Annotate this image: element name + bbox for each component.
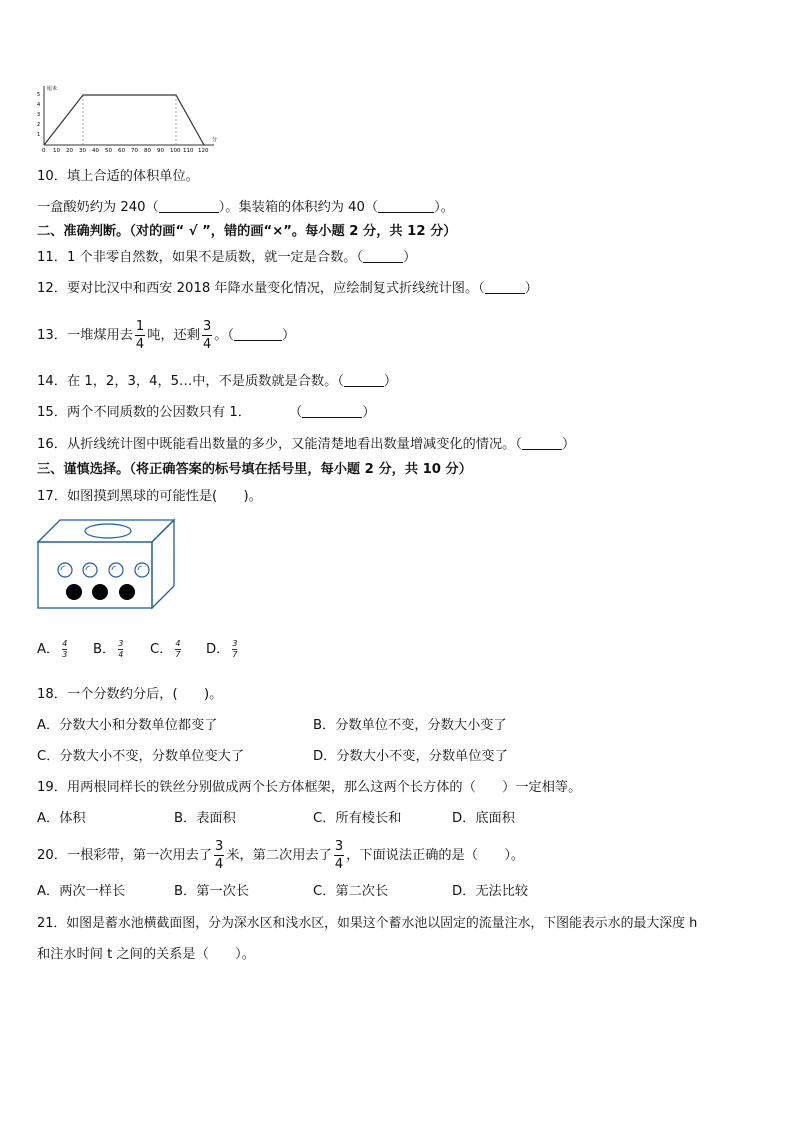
question-18: 18．一个分数约分后，( )。 <box>37 687 223 702</box>
x-tick: 70 <box>131 148 138 154</box>
x-tick: 0 <box>42 148 46 154</box>
question-10-fill: 一盒酸奶约为 240（ ）。集装箱的体积约为 40（ ）。 <box>37 200 454 215</box>
section-3-title: 三、谨慎选择。（将正确答案的标号填在括号里，每小题 2 分，共 10 分） <box>37 462 472 477</box>
option-b[interactable]: B．第一次长 <box>174 884 249 899</box>
answer-blank[interactable] <box>485 280 525 294</box>
x-tick: 40 <box>92 148 99 154</box>
question-13: 13．一堆煤用去 $\frac{1}{4}$ 吨，还剩 $\frac{3}{4}$ 。（ ） <box>37 318 296 352</box>
x-tick: 20 <box>66 148 73 154</box>
question-12: 12．要对比汉中和西安 2018 年降水量变化情况，应绘制复式折线统计图。（ ） <box>37 281 538 296</box>
answer-blank[interactable] <box>302 404 362 418</box>
y-tick: 2 <box>37 122 41 128</box>
answer-blank[interactable] <box>234 327 282 341</box>
option-d[interactable]: D．分数大小不变，分数单位变了 <box>313 749 508 764</box>
section-2-title: 二、准确判断。（对的画“ √ ”，错的画“×”。每小题 2 分，共 12 分） <box>37 224 457 239</box>
x-axis-label: 分 <box>212 137 218 143</box>
answer-blank[interactable] <box>344 373 384 387</box>
x-tick: 90 <box>157 148 164 154</box>
answer-blank[interactable] <box>378 199 434 213</box>
option-b[interactable]: B．表面积 <box>174 811 236 826</box>
white-balls <box>58 563 149 577</box>
option-c[interactable]: C．分数大小不变，分数单位变大了 <box>37 749 245 764</box>
question-11: 11．1 个非零自然数，如果不是质数，就一定是合数。（ ） <box>37 250 417 265</box>
option-a[interactable]: A．两次一样长 <box>37 884 126 899</box>
fraction: $\frac{3}{4}$ <box>215 838 224 872</box>
y-axis-label: 厘米 <box>47 86 58 92</box>
question-21-line-2: 和注水时间 t 之间的关系是（ ）。 <box>37 947 255 962</box>
answer-blank[interactable] <box>363 249 403 263</box>
x-tick: 50 <box>105 148 112 154</box>
question-16: 16．从折线统计图中既能看出数量的多少，又能清楚地看出数量增减变化的情况。（ ） <box>37 437 576 452</box>
option-b[interactable]: B．分数单位不变，分数大小变了 <box>313 718 507 733</box>
question-15: 15．两个不同质数的公因数只有 1． （ ） <box>37 405 376 420</box>
option-a[interactable]: A．分数大小和分数单位都变了 <box>37 718 218 733</box>
question-20: 20．一根彩带，第一次用去了 $\frac{3}{4}$ 米，第二次用去了 $\frac{3}{4}$ ，下面说法正确的是（ ）。 <box>37 838 525 872</box>
x-tick: 120 <box>198 148 209 154</box>
x-tick: 110 <box>183 148 194 154</box>
y-tick: 3 <box>37 112 41 118</box>
option-b[interactable]: B． $\frac{3}{4}$ <box>93 638 124 659</box>
y-tick: 1 <box>37 132 41 138</box>
option-a[interactable]: A． $\frac{4}{3}$ <box>37 638 68 659</box>
option-d[interactable]: D．无法比较 <box>452 884 529 899</box>
x-tick: 80 <box>144 148 151 154</box>
y-tick: 5 <box>37 92 41 98</box>
option-d[interactable]: D．底面积 <box>452 811 515 826</box>
option-d[interactable]: D． $\frac{3}{7}$ <box>206 638 238 659</box>
y-tick: 4 <box>37 102 41 108</box>
option-c[interactable]: C．所有棱长和 <box>313 811 402 826</box>
x-tick: 100 <box>170 148 181 154</box>
x-tick: 60 <box>118 148 125 154</box>
x-tick: 30 <box>79 148 86 154</box>
x-tick: 10 <box>53 148 60 154</box>
depth-time-graph <box>36 82 222 154</box>
answer-blank[interactable] <box>159 199 219 213</box>
fraction: $\frac{3}{4}$ <box>202 318 212 352</box>
option-a[interactable]: A．体积 <box>37 811 86 826</box>
fraction: $\frac{3}{4}$ <box>334 838 344 872</box>
answer-blank[interactable] <box>522 436 562 450</box>
black-balls <box>66 584 135 600</box>
question-17: 17．如图摸到黑球的可能性是( )。 <box>37 489 262 504</box>
option-c[interactable]: C． $\frac{4}{7}$ <box>150 638 181 659</box>
question-10: 10．填上合适的体积单位。 <box>37 169 199 184</box>
fraction: $\frac{1}{4}$ <box>135 318 145 352</box>
question-19: 19．用两根同样长的铁丝分别做成两个长方体框架，那么这两个长方体的（ ）一定相等。 <box>37 780 582 795</box>
question-21-line-1: 21．如图是蓄水池横截面图，分为深水区和浅水区，如果这个蓄水池以固定的流量注水，下图能表示水的最大深度 h <box>37 916 698 931</box>
option-c[interactable]: C．第二次长 <box>313 884 389 899</box>
question-14: 14．在 1，2，3，4，5…中，不是质数就是合数。（ ） <box>37 374 398 389</box>
ball-box-figure <box>36 518 176 610</box>
